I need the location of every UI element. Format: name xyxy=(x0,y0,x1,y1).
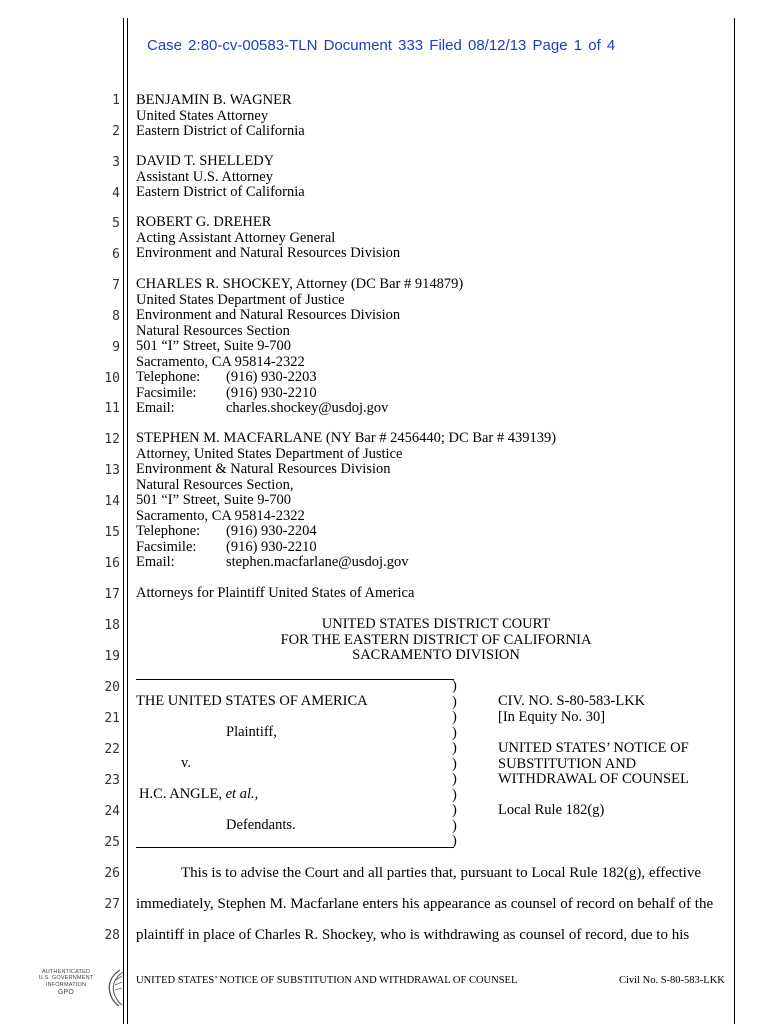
paren: ) xyxy=(452,817,457,834)
line-number: 20 xyxy=(104,680,120,695)
counsel-line: Environment and Natural Resources Division xyxy=(136,307,401,323)
telephone-value: (916) 930-2203 xyxy=(226,369,317,385)
line-number: 13 xyxy=(104,463,120,478)
defendant-name xyxy=(139,787,258,803)
caption-parentheses xyxy=(452,679,462,850)
attorneys-for-line: Attorneys for Plaintiff United States of America xyxy=(136,585,415,601)
seal-line: INFORMATION xyxy=(45,981,87,988)
counsel-line: Assistant U.S. Attorney xyxy=(136,168,273,185)
paren: ) xyxy=(452,678,457,694)
paren: ) xyxy=(452,771,457,787)
facsimile-value: (916) 930-2210 xyxy=(226,384,317,401)
footer-spacer xyxy=(128,962,735,963)
counsel-block-dreher xyxy=(136,215,400,262)
line-number: 5 xyxy=(112,216,120,231)
paren: ) xyxy=(452,693,457,710)
counsel-line: United States Department of Justice xyxy=(136,291,345,308)
counsel-line: Environment & Natural Resources Division xyxy=(136,461,391,477)
line-number: 23 xyxy=(104,773,120,788)
line-number: 9 xyxy=(112,340,120,355)
line-number: 1 xyxy=(112,93,120,108)
court-division: SACRAMENTO DIVISION xyxy=(352,647,520,663)
contact-row xyxy=(136,370,463,386)
defendant-et-al: et al., xyxy=(225,786,259,802)
line-number: 21 xyxy=(104,711,120,726)
email-value: stephen.macfarlane@usdoj.gov xyxy=(226,554,409,570)
caption-bottom-rule xyxy=(136,847,454,848)
telephone-label: Telephone: xyxy=(136,369,201,385)
contact-row xyxy=(136,401,463,417)
telephone-value: (916) 930-2204 xyxy=(226,523,317,539)
counsel-line: Acting Assistant Attorney General xyxy=(136,229,336,246)
line-number: 27 xyxy=(104,897,120,912)
plaintiff-role: Plaintiff, xyxy=(226,724,277,740)
line-number: 3 xyxy=(112,155,120,170)
defendant-role: Defendants. xyxy=(226,817,296,833)
line-number: 22 xyxy=(104,742,120,757)
email-value: charles.shockey@usdoj.gov xyxy=(226,400,389,416)
case-number: CIV. NO. S-80-583-LKK xyxy=(498,693,646,709)
counsel-name: DAVID T. SHELLEDY xyxy=(136,153,275,169)
line-number: 6 xyxy=(112,247,120,262)
court-name: UNITED STATES DISTRICT COURT xyxy=(321,616,551,632)
line-number: 17 xyxy=(104,587,120,602)
counsel-line: 501 “I” Street, Suite 9-700 xyxy=(136,338,292,354)
line-number: 16 xyxy=(104,556,120,571)
footer-title: UNITED STATES’ NOTICE OF SUBSTITUTION AND WITHDRAWAL OF COUNSEL xyxy=(136,975,518,986)
document-title-line: SUBSTITUTION AND xyxy=(498,755,637,772)
counsel-name: ROBERT G. DREHER xyxy=(136,214,272,230)
plaintiff-name: THE UNITED STATES OF AMERICA xyxy=(136,693,368,709)
telephone-label: Telephone: xyxy=(136,523,201,539)
court-heading xyxy=(136,617,736,664)
versus-label: v. xyxy=(181,755,191,771)
footer-civil-number: Civil No. S-80-583-LKK xyxy=(619,975,725,986)
paren: ) xyxy=(452,802,457,818)
counsel-line: Sacramento, CA 95814-2322 xyxy=(136,507,305,524)
counsel-line: Eastern District of California xyxy=(136,184,305,200)
counsel-line: Sacramento, CA 95814-2322 xyxy=(136,353,305,370)
paren: ) xyxy=(452,833,457,849)
line-number: 8 xyxy=(112,309,120,324)
counsel-line: 501 “I” Street, Suite 9-700 xyxy=(136,492,292,508)
paren: ) xyxy=(452,709,457,725)
seal-line: U.S. GOVERNMENT xyxy=(38,975,94,982)
facsimile-label: Facsimile: xyxy=(136,384,197,401)
contact-row xyxy=(136,540,556,556)
counsel-line: Eastern District of California xyxy=(136,123,305,139)
line-number: 14 xyxy=(104,494,120,509)
counsel-block-shockey xyxy=(136,277,463,417)
line-number: 19 xyxy=(104,649,120,664)
local-rule: Local Rule 182(g) xyxy=(498,802,605,818)
paren: ) xyxy=(452,724,457,741)
counsel-line: United States Attorney xyxy=(136,107,269,124)
left-margin-rule xyxy=(123,18,124,1024)
counsel-name: CHARLES R. SHOCKEY, Attorney (DC Bar # 914879) xyxy=(136,276,464,292)
document-title xyxy=(498,741,689,788)
contact-row xyxy=(136,386,463,402)
line-number: 25 xyxy=(104,835,120,850)
counsel-line: Attorney, United States Department of Justice xyxy=(136,445,403,462)
line-number: 26 xyxy=(104,866,120,881)
line-number: 12 xyxy=(104,432,120,447)
counsel-block-shelledy xyxy=(136,154,305,201)
line-number: 2 xyxy=(112,124,120,139)
left-margin-rule-inner xyxy=(127,18,128,1024)
counsel-block-wagner xyxy=(136,93,305,140)
seal-line: AUTHENTICATED xyxy=(41,969,91,975)
counsel-line: Natural Resources Section, xyxy=(136,476,294,493)
line-number: 4 xyxy=(112,186,120,201)
line-number: 15 xyxy=(104,525,120,540)
line-number: 11 xyxy=(104,401,120,416)
seal-line: GPO xyxy=(57,989,75,997)
line-number: 18 xyxy=(104,618,120,633)
gpo-eagle-icon xyxy=(102,968,126,1008)
caption-top-rule xyxy=(136,679,454,680)
paren: ) xyxy=(452,755,457,772)
counsel-name: BENJAMIN B. WAGNER xyxy=(136,92,292,108)
line-number: 10 xyxy=(104,371,120,386)
counsel-line: Environment and Natural Resources Division xyxy=(136,245,401,261)
contact-row xyxy=(136,555,556,571)
line-number: 28 xyxy=(104,928,120,943)
counsel-name: STEPHEN M. MACFARLANE (NY Bar # 2456440; DC Bar # 439139) xyxy=(136,430,557,446)
paren: ) xyxy=(452,786,457,803)
line-number: 24 xyxy=(104,804,120,819)
paren: ) xyxy=(452,740,457,756)
body-paragraph-line: This is to advise the Court and all parties that, pursuant to Local Rule 182(g), effective xyxy=(181,865,702,881)
ecf-header: Case 2:80-cv-00583-TLN Document 333 Filed 08/12/13 Page 1 of 4 xyxy=(147,37,616,54)
document-title-line: WITHDRAWAL OF COUNSEL xyxy=(498,771,689,787)
right-margin-rule xyxy=(734,18,735,1024)
body-paragraph-line: immediately, Stephen M. Macfarlane enters his appearance as counsel of record on behalf of the xyxy=(136,896,714,912)
equity-number: [In Equity No. 30] xyxy=(498,709,606,725)
court-district: FOR THE EASTERN DISTRICT OF CALIFORNIA xyxy=(280,631,592,648)
body-paragraph-line: plaintiff in place of Charles R. Shockey, who is withdrawing as counsel of record, due to his xyxy=(136,927,690,943)
contact-row xyxy=(136,524,556,540)
line-number: 7 xyxy=(112,278,120,293)
gpo-authentication-seal xyxy=(30,969,102,997)
document-title-line: UNITED STATES’ NOTICE OF xyxy=(498,740,689,756)
facsimile-label: Facsimile: xyxy=(136,538,197,555)
email-label: Email: xyxy=(136,554,175,570)
facsimile-value: (916) 930-2210 xyxy=(226,538,317,555)
defendant-party: H.C. ANGLE, xyxy=(139,786,222,802)
counsel-line: Natural Resources Section xyxy=(136,322,290,339)
counsel-block-macfarlane xyxy=(136,431,556,571)
email-label: Email: xyxy=(136,400,175,416)
